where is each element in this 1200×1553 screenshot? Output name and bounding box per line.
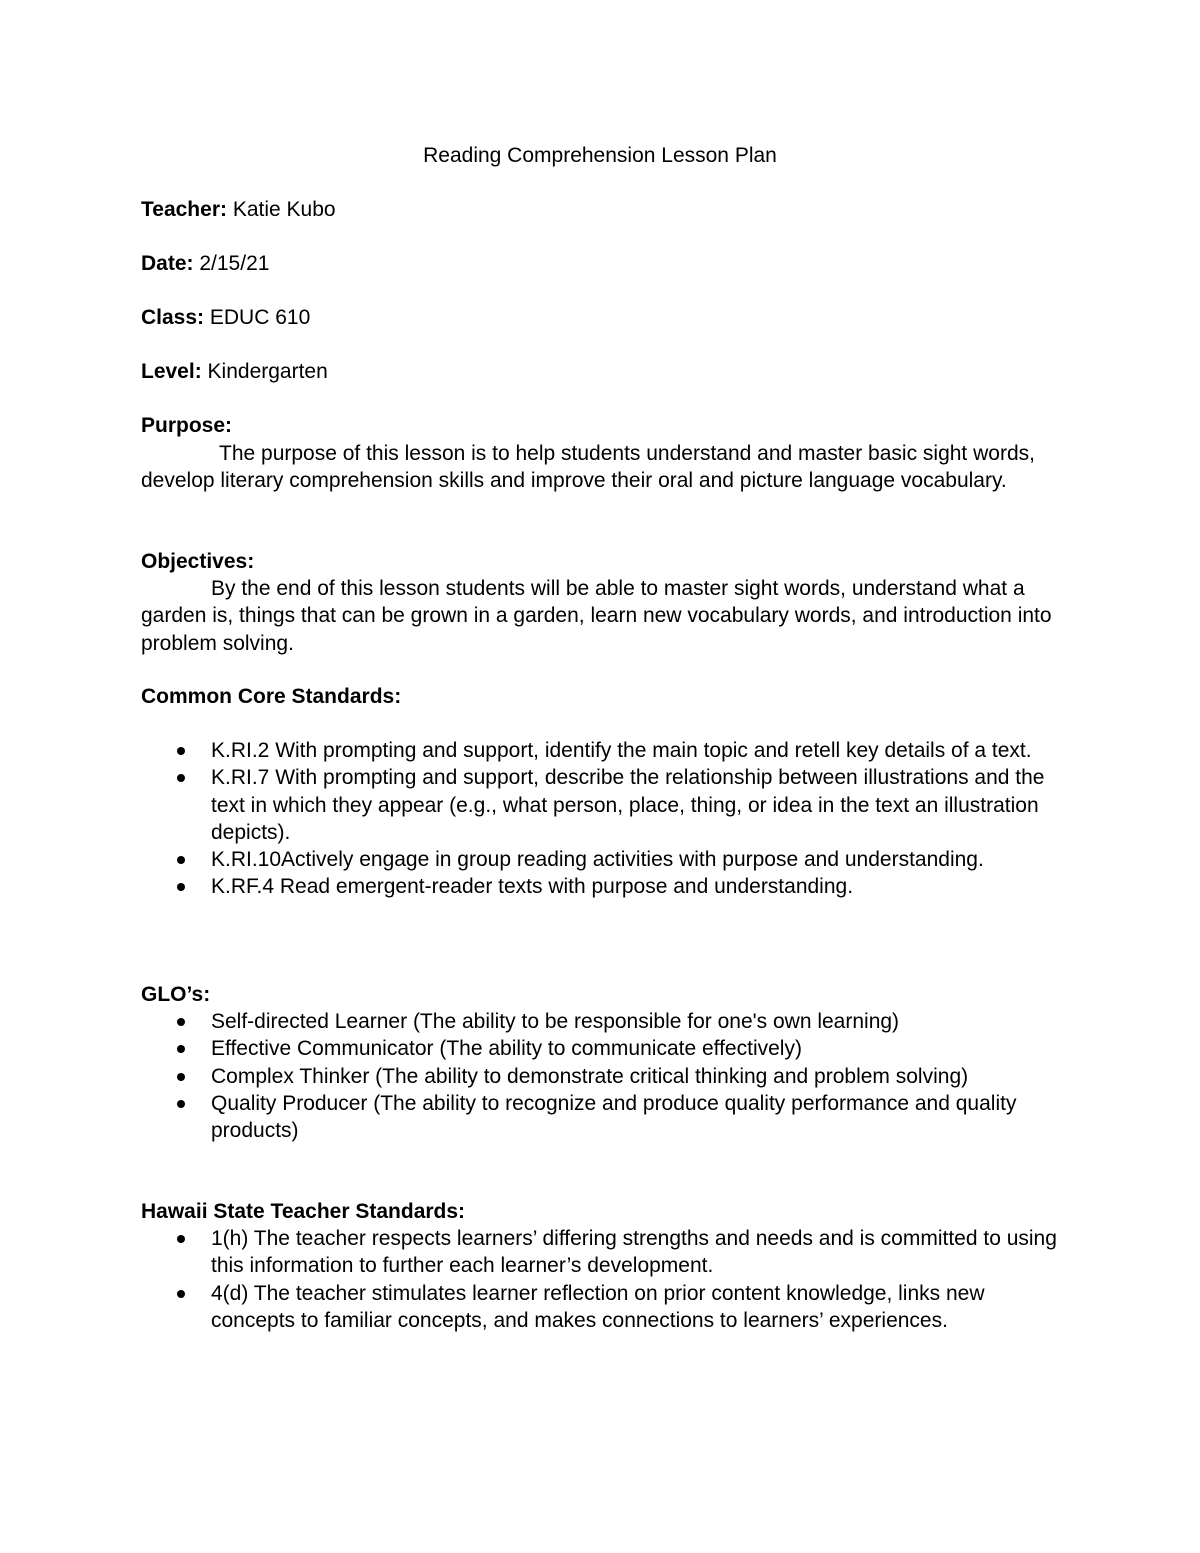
teacher-value: Katie Kubo	[232, 198, 336, 221]
list-item: 1(h) The teacher respects learners’ differing strengths and needs and is committed to using this information to further each learner’s development.	[141, 1225, 1061, 1280]
bullet-icon	[177, 1073, 185, 1081]
list-item: Effective Communicator (The ability to communicate effectively)	[141, 1035, 1061, 1062]
purpose-heading: Purpose:	[141, 414, 233, 437]
level-label: Level:	[141, 360, 202, 383]
bullet-icon	[177, 1018, 185, 1026]
list-item: 4(d) The teacher stimulates learner reflection on prior content knowledge, links new concepts to familiar concepts, and makes connections to learners’ experiences.	[141, 1280, 1061, 1335]
date-value: 2/15/21	[199, 252, 270, 275]
purpose-text: The purpose of this lesson is to help students understand and master basic sight words, develop literary comprehension skills and improve their oral and picture language vocabulary.	[141, 442, 1035, 493]
common-core-list	[141, 737, 1061, 901]
class-label: Class:	[141, 306, 205, 329]
bullet-icon	[177, 856, 185, 864]
document-title: Reading Comprehension Lesson Plan	[423, 144, 777, 167]
level-field	[141, 358, 328, 386]
list-item: K.RI.10Actively engage in group reading activities with purpose and understanding.	[141, 846, 1061, 873]
list-item: K.RF.4 Read emergent-reader texts with purpose and understanding.	[141, 873, 1061, 900]
bullet-icon	[177, 1235, 185, 1243]
objectives-text: By the end of this lesson students will be able to master sight words, understand what a garden is, things that can be grown in a garden, learn new vocabulary words, and introduction into problem solving.	[141, 577, 1052, 655]
list-item: Self-directed Learner (The ability to be responsible for one's own learning)	[141, 1008, 1061, 1035]
bullet-icon	[177, 774, 185, 782]
list-item: K.RI.7 With prompting and support, describe the relationship between illustrations and the text in which they appear (e.g., what person, place, thing, or idea in the text an illustration depicts).	[141, 764, 1061, 846]
objectives-heading: Objectives:	[141, 550, 255, 573]
common-core-heading: Common Core Standards:	[141, 685, 402, 708]
bullet-icon	[177, 883, 185, 891]
teacher-field	[141, 196, 336, 224]
bullet-icon	[177, 1045, 185, 1053]
level-value: Kindergarten	[207, 360, 328, 383]
date-field	[141, 250, 269, 278]
list-item: K.RI.2 With prompting and support, identify the main topic and retell key details of a text.	[141, 737, 1061, 764]
class-value: EDUC 610	[209, 306, 311, 329]
class-field	[141, 304, 310, 332]
bullet-icon	[177, 1290, 185, 1298]
bullet-icon	[177, 1100, 185, 1108]
bullet-icon	[177, 747, 185, 755]
glos-heading: GLO’s:	[141, 983, 211, 1006]
teacher-label: Teacher:	[141, 198, 227, 221]
hawaii-standards-list	[141, 1225, 1061, 1334]
list-item: Quality Producer (The ability to recognize and produce quality performance and quality products)	[141, 1090, 1061, 1145]
date-label: Date:	[141, 252, 194, 275]
glos-list	[141, 1008, 1061, 1144]
list-item: Complex Thinker (The ability to demonstrate critical thinking and problem solving)	[141, 1063, 1061, 1090]
hawaii-standards-heading: Hawaii State Teacher Standards:	[141, 1200, 466, 1223]
